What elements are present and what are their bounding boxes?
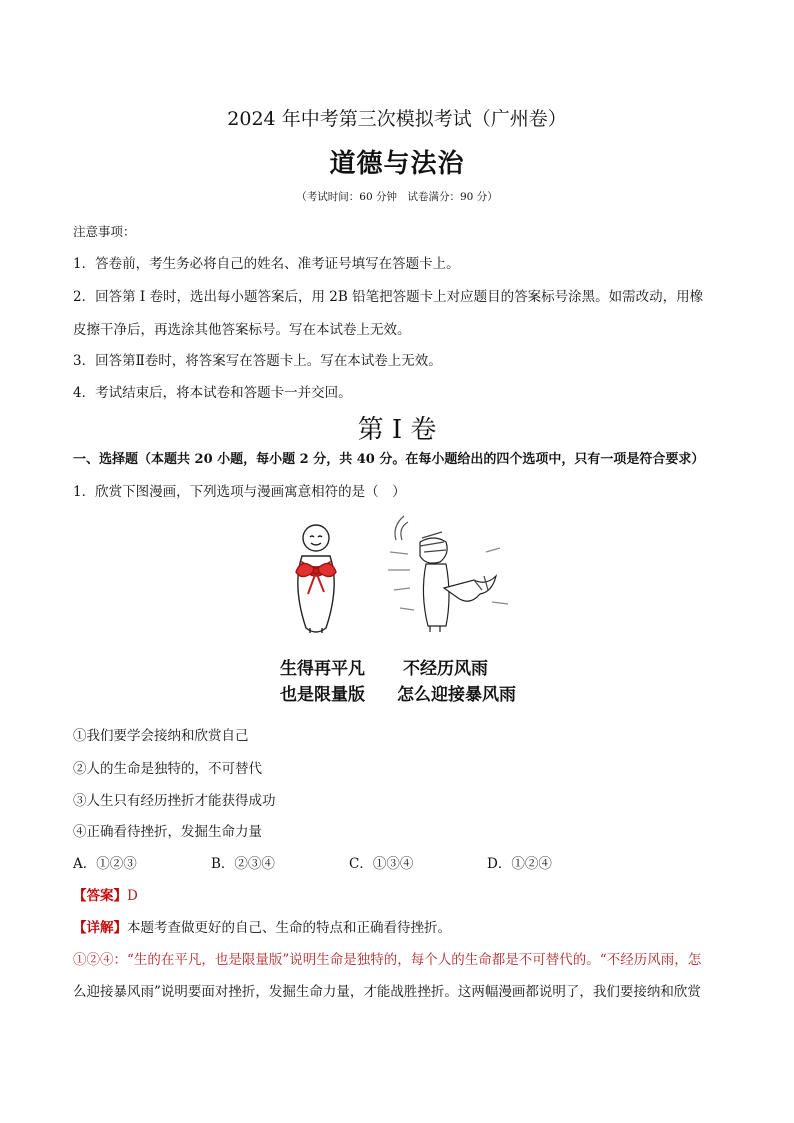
statement-4: ④正确看待挫折，发掘生命力量 bbox=[73, 824, 262, 840]
notice-item-4: 4．考试结束后，将本试卷和答题卡一并交回。 bbox=[73, 385, 352, 401]
option-b: B．②③④ bbox=[211, 856, 275, 872]
section-title: 第 I 卷 bbox=[357, 415, 437, 445]
section-instruction: 一、选择题（本题共 20 小题，每小题 2 分，共 40 分。在每小题给出的四个选项中，只有一项是符合要求） bbox=[73, 452, 705, 467]
subject-title: 道德与法治 bbox=[329, 149, 465, 179]
answer-value: D bbox=[127, 888, 138, 904]
detail-row bbox=[73, 916, 451, 936]
option-d: D．①②④ bbox=[487, 856, 552, 872]
statement-1: ①我们要学会接纳和欣赏自己 bbox=[73, 728, 249, 744]
cartoon-caption-left-2: 也是限量版 bbox=[280, 685, 365, 705]
cartoon-caption-left-1: 生得再平凡 bbox=[280, 659, 365, 679]
question-stem: 1．欣赏下图漫画，下列选项与漫画寓意相符的是（ ） bbox=[73, 484, 406, 500]
notice-item-1: 1．答卷前，考生务必将自己的姓名、准考证号填写在答题卡上。 bbox=[73, 256, 460, 272]
statement-2: ②人的生命是独特的，不可替代 bbox=[73, 761, 262, 777]
cartoon-caption-right-2: 怎么迎接暴风雨 bbox=[397, 685, 516, 705]
cartoon-caption-right-1: 不经历风雨 bbox=[403, 659, 488, 679]
option-a: A．①②③ bbox=[73, 856, 137, 872]
notice-item-3: 3．回答第Ⅱ卷时，将答案写在答题卡上。写在本试卷上无效。 bbox=[73, 353, 442, 369]
option-c: C．①③④ bbox=[349, 856, 414, 872]
cartoon-illustration bbox=[280, 512, 530, 637]
detail-label: 【详解】 bbox=[73, 920, 127, 936]
detail-text: 本题考查做更好的自己、生命的特点和正确看待挫折。 bbox=[127, 920, 451, 936]
exam-title: 2024 年中考第三次模拟考试（广州卷） bbox=[227, 108, 567, 130]
answer-label: 【答案】 bbox=[73, 888, 127, 904]
umbrella-figure-icon bbox=[388, 516, 508, 632]
statement-3: ③人生只有经历挫折才能获得成功 bbox=[73, 793, 276, 809]
notice-item-2: 2．回答第 I 卷时，选出每小题答案后，用 2B 铅笔把答题卡上对应题目的答案标号涂黑。如需改动，用橡 bbox=[73, 289, 704, 305]
notice-item-2-cont: 皮擦干净后，再选涂其他答案标号。写在本试卷上无效。 bbox=[73, 322, 411, 338]
bald-figure-icon bbox=[296, 525, 336, 633]
exam-info: （考试时间：60 分钟 试卷满分：90 分） bbox=[296, 191, 498, 203]
analysis-line-2: 么迎接暴风雨”说明要面对挫折，发掘生命力量，才能战胜挫折。这两幅漫画都说明了，我们要接纳和欣赏 bbox=[73, 984, 701, 1000]
answer-row bbox=[73, 884, 138, 904]
analysis-line-1: ①②④：“生的在平凡，也是限量版”说明生命是独特的，每个人的生命都是不可替代的。“不经历风雨，怎 bbox=[73, 952, 702, 968]
notice-heading: 注意事项： bbox=[73, 224, 136, 239]
